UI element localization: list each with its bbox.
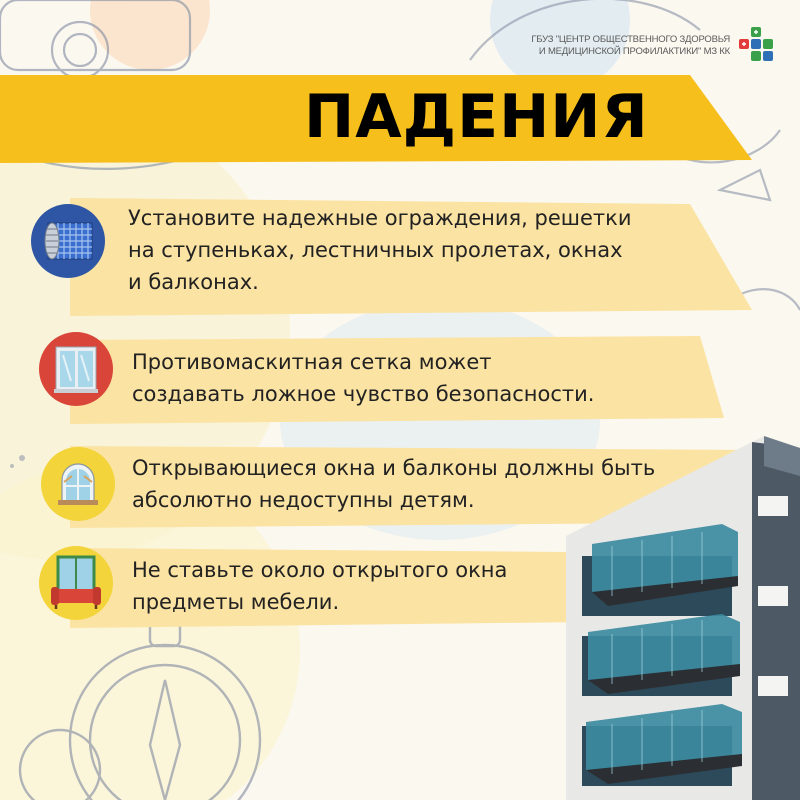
item-text-1	[128, 202, 632, 298]
organization-name	[508, 34, 730, 58]
org-line-1: ГБУЗ "ЦЕНТР ОБЩЕСТВЕННОГО ЗДОРОВЬЯ	[531, 34, 730, 45]
item-3-line-2: абсолютно недоступны детям.	[132, 488, 475, 512]
item-2-line-2: создавать ложное чувство безопасности.	[132, 382, 595, 406]
item-1-line-2: на ступеньках, лестничных пролетах, окнах	[128, 238, 623, 262]
page-title: ПАДЕНИЯ	[304, 82, 649, 152]
item-1-line-1: Установите надежные ограждения, решетки	[128, 206, 632, 230]
item-3-line-1: Открывающиеся окна и балконы должны быть	[132, 456, 656, 480]
item-text-4	[132, 554, 507, 618]
item-1-line-3: и балконах.	[128, 270, 259, 294]
sofa-window-icon	[38, 545, 114, 621]
building-photo	[552, 436, 800, 800]
window-icon	[38, 331, 114, 407]
item-2-line-1: Противомаскитная сетка может	[132, 350, 492, 374]
grille-icon	[30, 203, 106, 279]
item-4-line-2: предметы мебели.	[132, 590, 340, 614]
org-logo-icon	[738, 26, 774, 62]
item-text-2	[132, 346, 594, 410]
open-window-icon	[40, 446, 116, 522]
item-4-line-1: Не ставьте около открытого окна	[132, 558, 508, 582]
org-line-2: И МЕДИЦИНСКОЙ ПРОФИЛАКТИКИ" МЗ КК	[538, 46, 730, 57]
